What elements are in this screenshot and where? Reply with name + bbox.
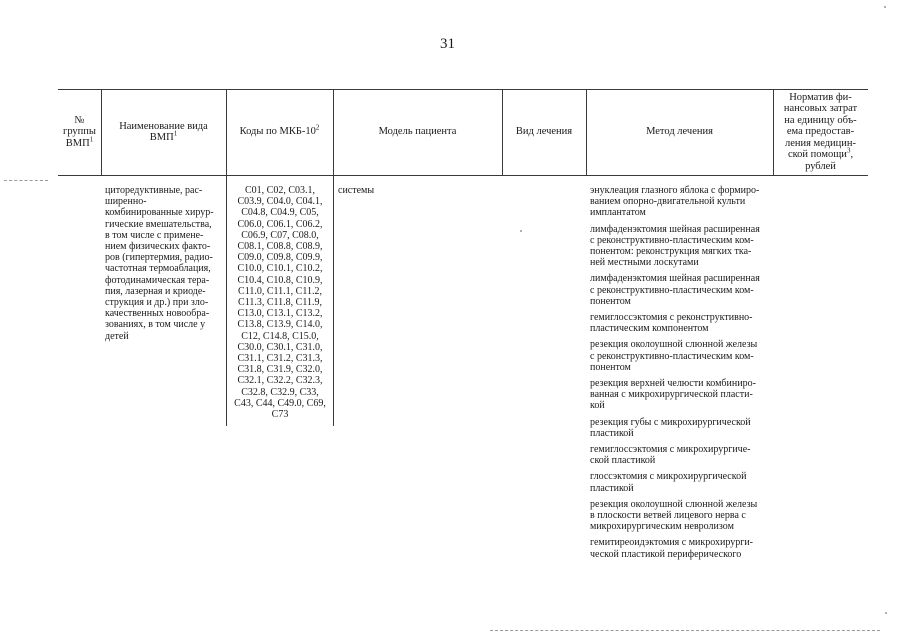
header-group: № группы ВМП$^1$: [63, 114, 96, 149]
header-bottom-border: [58, 175, 868, 176]
cell-treatment-methods: [590, 185, 772, 565]
treatment-method-line: резекция верхней челюсти комбиниро-: [590, 378, 756, 390]
vmp-name-line: в том числе с примене-: [105, 229, 204, 241]
treatment-method-line: микрохирургическим невролизом: [590, 521, 734, 533]
treatment-method-item: [590, 378, 772, 412]
treatment-method-line: понентом: [590, 295, 631, 307]
treatment-method-line: ней местными лоскутами: [590, 257, 699, 269]
icd-code-line: C06.9, C07, C08.0,: [241, 229, 319, 241]
treatment-method-line: ванная с микрохирургической пласти-: [590, 389, 753, 401]
treatment-method-item: [590, 224, 772, 269]
icd-code-line: C10.4, C10.8, C10.9,: [237, 274, 323, 286]
treatment-method-item: [590, 471, 772, 493]
treatment-method-line: гемиглоссэктомия с микрохирургиче-: [590, 444, 751, 456]
icd-code-line: C10.0, C10.1, C10.2,: [237, 263, 323, 275]
page-number: 31: [440, 36, 455, 52]
treatment-method-line: пластикой: [590, 427, 634, 439]
icd-code-line: C12, C14.8, C15.0,: [241, 330, 319, 342]
vmp-name-line: зованиях, в том числе у: [105, 319, 206, 331]
treatment-method-item: [590, 444, 772, 466]
treatment-method-line: резекция околоушной слюнной железы: [590, 498, 758, 510]
scan-speck: [520, 230, 522, 232]
scan-edge-left: [4, 180, 48, 182]
vmp-name-line: комбинированные хирур-: [105, 207, 214, 219]
treatment-method-item: [590, 417, 772, 439]
header-vmp-name: Наименование вида ВМП$^1$: [119, 120, 208, 143]
vmp-name-line: гические вмешательства,: [105, 218, 212, 230]
treatment-method-line: резекция губы с микрохирургической: [590, 416, 751, 428]
vmp-name-line: детей: [105, 330, 129, 342]
cell-patient-model: системы: [338, 185, 375, 196]
treatment-method-line: в плоскости ветвей лицевого нерва с: [590, 510, 746, 522]
treatment-method-line: пластическим компонентом: [590, 323, 709, 335]
icd-code-line: C31.1, C31.2, C31.3,: [237, 353, 323, 365]
treatment-method-item: [590, 273, 772, 307]
scan-edge-bottom: [490, 630, 880, 632]
treatment-method-line: ской пластикой: [590, 455, 656, 467]
scan-speck: [884, 6, 886, 8]
treatment-method-line: ческой пластикой периферического: [590, 548, 742, 560]
treatment-method-line: лимфаденэктомия шейная расширенная: [590, 273, 760, 285]
treatment-method-item: [590, 339, 772, 373]
cell-vmp-name: [105, 185, 225, 342]
treatment-method-line: лимфаденэктомия шейная расширенная: [590, 223, 760, 235]
vmp-name-line: ширенно-: [105, 196, 147, 208]
icd-code-line: C30.0, C30.1, C31.0,: [237, 341, 323, 353]
vmp-name-line: циторедуктивные, рас-: [105, 185, 203, 196]
header-financial-norm: Норматив фи- нансовых затрат на единицу объ- ема предостав- ления медицин- ской помощи$^3$, рублей: [783, 91, 858, 172]
icd-code-line: C32.8, C32.9, C33,: [241, 386, 319, 398]
icd-code-line: C73: [271, 409, 289, 421]
vmp-name-line: качественных новообра-: [105, 308, 210, 320]
treatment-method-line: ванием опорно-двигательной культи: [590, 196, 746, 208]
treatment-method-line: гемиглоссэктомия с реконструктивно-: [590, 312, 753, 324]
icd-code-line: C08.1, C08.8, C08.9,: [237, 241, 323, 253]
treatment-method-line: понентом: [590, 361, 631, 373]
treatment-method-item: [590, 537, 772, 559]
icd-code-line: C13.8, C13.9, C14.0,: [237, 319, 323, 331]
header-patient-model: Модель пациента: [378, 126, 457, 138]
header-treatment-type: Вид лечения: [515, 126, 573, 138]
icd-code-line: C04.8, C04.9, C05,: [241, 207, 319, 219]
cell-icd-codes: [228, 185, 332, 420]
header-icd-codes: Коды по МКБ-$10^2$: [239, 123, 320, 138]
treatment-method-line: пластикой: [590, 482, 634, 494]
icd-code-line: C31.8, C31.9, C32.0,: [237, 364, 323, 376]
treatment-method-line: резекция околоушной слюнной железы: [590, 339, 758, 351]
treatment-method-line: понентом: реконструкция мягких тка-: [590, 246, 752, 258]
treatment-method-line: кой: [590, 400, 605, 412]
treatment-method-line: с реконструктивно-пластическим ком-: [590, 284, 754, 296]
vmp-name-line: пия, лазерная и криоде-: [105, 285, 206, 297]
vmp-name-line: струкция и др.) при зло-: [105, 297, 209, 309]
icd-code-line: C11.3, C11.8, C11.9,: [238, 297, 322, 309]
treatment-method-item: [590, 499, 772, 533]
icd-code-line: C06.0, C06.1, C06.2,: [237, 218, 323, 230]
icd-code-line: C32.1, C32.2, C32.3,: [237, 375, 323, 387]
treatment-method-line: с реконструктивно-пластическим ком-: [590, 350, 754, 362]
icd-code-line: C11.0, C11.1, C11.2,: [238, 285, 322, 297]
treatment-method-line: энуклеация глазного яблока с формиро-: [590, 185, 760, 196]
treatment-method-item: [590, 312, 772, 334]
vmp-name-line: ров (гипертермия, радио-: [105, 252, 213, 264]
vmp-name-line: нием физических факто-: [105, 241, 211, 253]
vmp-name-line: частотная термоаблация,: [105, 263, 211, 275]
icd-code-line: C09.0, C09.8, C09.9,: [237, 252, 323, 264]
scan-speck: [885, 612, 887, 614]
icd-code-line: C43, C44, C49.0, C69,: [234, 397, 326, 409]
treatment-method-line: с реконструктивно-пластическим ком-: [590, 234, 754, 246]
treatment-method-line: гемитиреоидэктомия с микрохирурги-: [590, 537, 754, 549]
treatment-method-line: глоссэктомия с микрохирургической: [590, 471, 747, 483]
header-treatment-method: Метод лечения: [646, 126, 713, 138]
icd-code-line: C13.0, C13.1, C13.2,: [237, 308, 323, 320]
treatment-method-line: имплантатом: [590, 207, 646, 219]
icd-code-line: C01, C02, C03.1,: [244, 185, 315, 196]
treatment-method-item: [590, 185, 772, 219]
icd-code-line: C03.9, C04.0, C04.1,: [237, 196, 323, 208]
vmp-name-line: фотодинамическая тера-: [105, 274, 210, 286]
